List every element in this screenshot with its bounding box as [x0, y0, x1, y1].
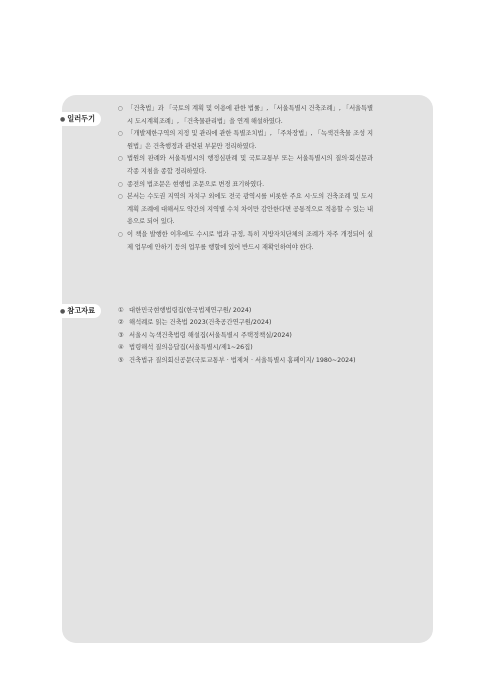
- note-item: [118, 179, 373, 192]
- note-item: [118, 229, 373, 254]
- note-item: [118, 191, 373, 229]
- note-text: 이 책을 발행한 이후에도 수시로 법과 규정, 특히 지방자치단체의 조례가 자주 개정되어 실제 업무에 안하기 등의 업무를 행할에 있어 반드시 재확인하여야 한다.: [127, 230, 373, 251]
- notes-list: [118, 103, 373, 254]
- notes-section-title: 일러두기: [67, 114, 96, 123]
- ref-text: 건축법규 질의회신공문(국토교통부 · 법제처 · 서울특별시 홈페이지/ 1980~2024): [129, 356, 356, 364]
- ref-number: ⑤: [118, 356, 124, 364]
- note-bullet: ○: [118, 131, 123, 138]
- note-bullet: ○: [118, 156, 123, 163]
- label-bullet: ●: [60, 308, 66, 315]
- note-item: [118, 103, 373, 128]
- ref-item: [118, 330, 388, 342]
- ref-number: ②: [118, 319, 124, 327]
- ref-text: 대한민국현행법령집(한국법제연구원/ 2024): [129, 307, 252, 314]
- ref-item: [118, 342, 388, 354]
- refs-section-title: 참고자료: [67, 306, 96, 315]
- note-text: 법원의 판례와 서울특별시의 행정심판례 및 국토교통부 또는 서울특별시의 질의·회신문과 각종 지침을 종합 정리하였다.: [127, 155, 373, 175]
- notes-section-label: [56, 112, 101, 126]
- refs-list: [118, 305, 388, 367]
- note-bullet: ○: [118, 231, 123, 238]
- ref-item: [118, 317, 388, 329]
- note-item: [118, 153, 373, 178]
- note-text: 「건축법」과 「국토의 계획 및 이용에 관한 법률」, 「서울특별시 건축조례」, 「서울특별시 도시계획조례」, 「건축물관리법」을 연계 해설하였다.: [127, 105, 373, 125]
- ref-number: ③: [118, 331, 124, 339]
- refs-section-label: [56, 304, 101, 318]
- note-text: 종전의 법조문은 현행법 조문으로 변경 표기하였다.: [127, 180, 265, 188]
- note-text: 「개발제한구역의 지정 및 관리에 관한 특별조치법」, 「주차장법」, 「녹색건축물 조성 지원법」은 건축행정과 관련된 부분만 정리하였다.: [127, 130, 373, 150]
- ref-number: ④: [118, 344, 124, 352]
- ref-number: ①: [118, 307, 124, 314]
- label-bullet: ●: [60, 116, 66, 123]
- ref-item: [118, 355, 388, 367]
- note-bullet: ○: [118, 106, 123, 112]
- note-bullet: ○: [118, 181, 123, 188]
- note-item: [118, 128, 373, 153]
- ref-text: 서울시 녹색건축법령 해설집(서울특별시 주택정책실/2024): [129, 331, 292, 339]
- ref-text: 법령해석 질의응답집(서울특별시/제1~26집): [129, 344, 253, 352]
- note-text: 본서는 수도권 지역의 자치구 외에도 전국 광역시를 비롯한 주요 시·도의 건축조례 및 도시계획 조례에 대해서도 약간의 지역별 수치 차이만 감안한다면 공통적으로 적용할 수 있는 내용으로 되어 있다.: [127, 193, 373, 226]
- ref-text: 해석례로 읽는 건축법 2023(건축공간연구원/2024): [129, 319, 272, 327]
- note-bullet: ○: [118, 194, 123, 201]
- ref-item: [118, 305, 388, 317]
